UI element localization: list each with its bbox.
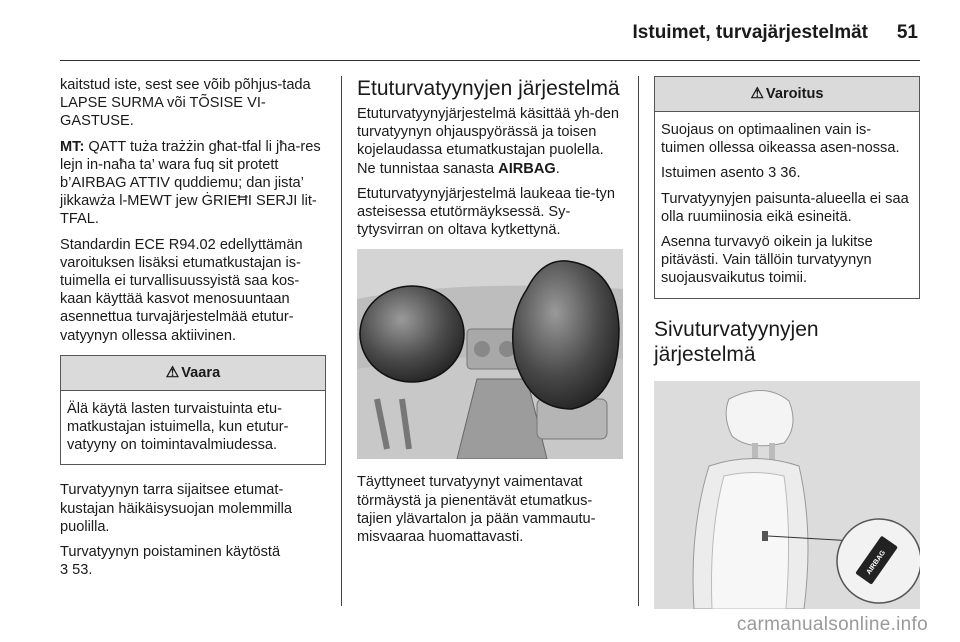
airbag-description-text: Etuturvatyynyjärjestelmä käsittää yh-den turvatyynyn ohjauspyörässä ja toisen kojelaudassa etumatkustajan puolella. Ne tunnistaa sanasta [357,106,619,177]
paragraph-maltese [60,138,326,229]
column-divider-2 [638,76,639,606]
warning-notice-body [655,112,919,298]
deactivation-text: Turvatyynyn poistaminen käytöstä [60,544,281,561]
column-2 [357,76,623,553]
paragraph-airbag-description [357,105,623,178]
warning-notice [654,76,920,299]
seat-airbag-label: AIRBAG [865,549,888,576]
paragraph-ece-regulation: Standardin ECE R94.02 edellyttämän varoituksen lisäksi etumatkustajan is-tuimella ei turvallisuussyistä saa kos-kaan käyttää kasvot menosuuntaan asennettua turvajärjestelmää etutur-vatyynyn ollessa aktiivinen. [60,236,303,344]
front-airbag-illustration [357,249,623,459]
page-reference-link[interactable]: 3 53. [60,562,93,579]
column-divider-1 [341,76,342,606]
danger-notice-header [61,356,325,391]
warning-notice-header [655,77,919,112]
page-number: 51 [896,22,918,43]
watermark: carmanualsonline.info [736,614,928,635]
danger-notice-title: Vaara [181,364,221,381]
warning-text-deployment-zone: Turvatyynyjen paisunta-alueella ei saa olla ruumiinosia eikä esineitä. [661,190,909,225]
warning-notice-title: Varoitus [765,85,824,102]
airbag-keyword: AIRBAG [498,160,556,177]
header-rule [60,60,920,61]
warning-text-seatbelt: Asenna turvavyö oikein ja lukitse pitävästi. Vain tällöin turvatyynyn suojausvaikutus toimii. [661,234,873,287]
paragraph-maltese-text: QATT tuża trażżin għat-tfal li jħa-res lejn in-naħa ta’ wara fuq sit protett b’AIRBAG ATTIV quddiemu; dan jista’ jikkawża l-MEWT jew ĠRIEĦI SERJI lit-TFAL. [60,138,321,228]
section-heading-front-airbags: Etuturvatyynyjen järjestelmä [357,77,620,100]
warning-triangle-icon: ⚠ [165,363,180,381]
page-header-title: Istuimet, turvajärjestelmät [632,22,868,43]
danger-notice [60,355,326,466]
front-airbag-drawing [357,249,623,459]
danger-notice-text: Älä käytä lasten turvaistuinta etu-matkustajan istuimella, kun etutur-vatyyny on toimintavalmiudessa. [67,400,289,454]
language-label-mt: MT: [60,138,85,155]
section-heading-side-airbags: Sivuturvatyynyjen järjestelmä [654,317,819,366]
paragraph-deployment: Etuturvatyynyjärjestelmä laukeaa tie-tyn asteisessa etutörmäyksessä. Sy-tytysvirran on oltava kytkettynä. [357,185,615,239]
warning-text-position: Suojaus on optimaalinen vain is-tuimen ollessa oikeassa asen-nossa. [661,122,900,157]
column-1 [60,76,326,586]
airbag-description-end: . [555,160,560,177]
paragraph-protection-effect: Täyttyneet turvatyynyt vaimentavat törmäystä ja pienentävät etumatkus-tajien ylävartalon ja pään vammautu-misvaaraa huomattavasti. [357,474,596,546]
column-3 [654,76,920,609]
warning-triangle-icon: ⚠ [750,84,764,102]
side-airbag-seat-illustration [654,381,920,609]
paragraph-deactivation [60,543,326,579]
seat-drawing [654,381,920,609]
danger-notice-body [61,391,325,465]
page-header [0,0,960,62]
paragraph-label-location: Turvatyynyn tarra sijaitsee etumat-kustajan häikäisysuojan molemmilla puolilla. [60,482,292,535]
paragraph-continuation: kaitstud iste, sest see võib põhjus-tada LAPSE SURMA või TÕSISE VI-GASTUSE. [60,77,311,130]
warning-text-seat-ref: Istuimen asento 3 36. [661,165,801,182]
